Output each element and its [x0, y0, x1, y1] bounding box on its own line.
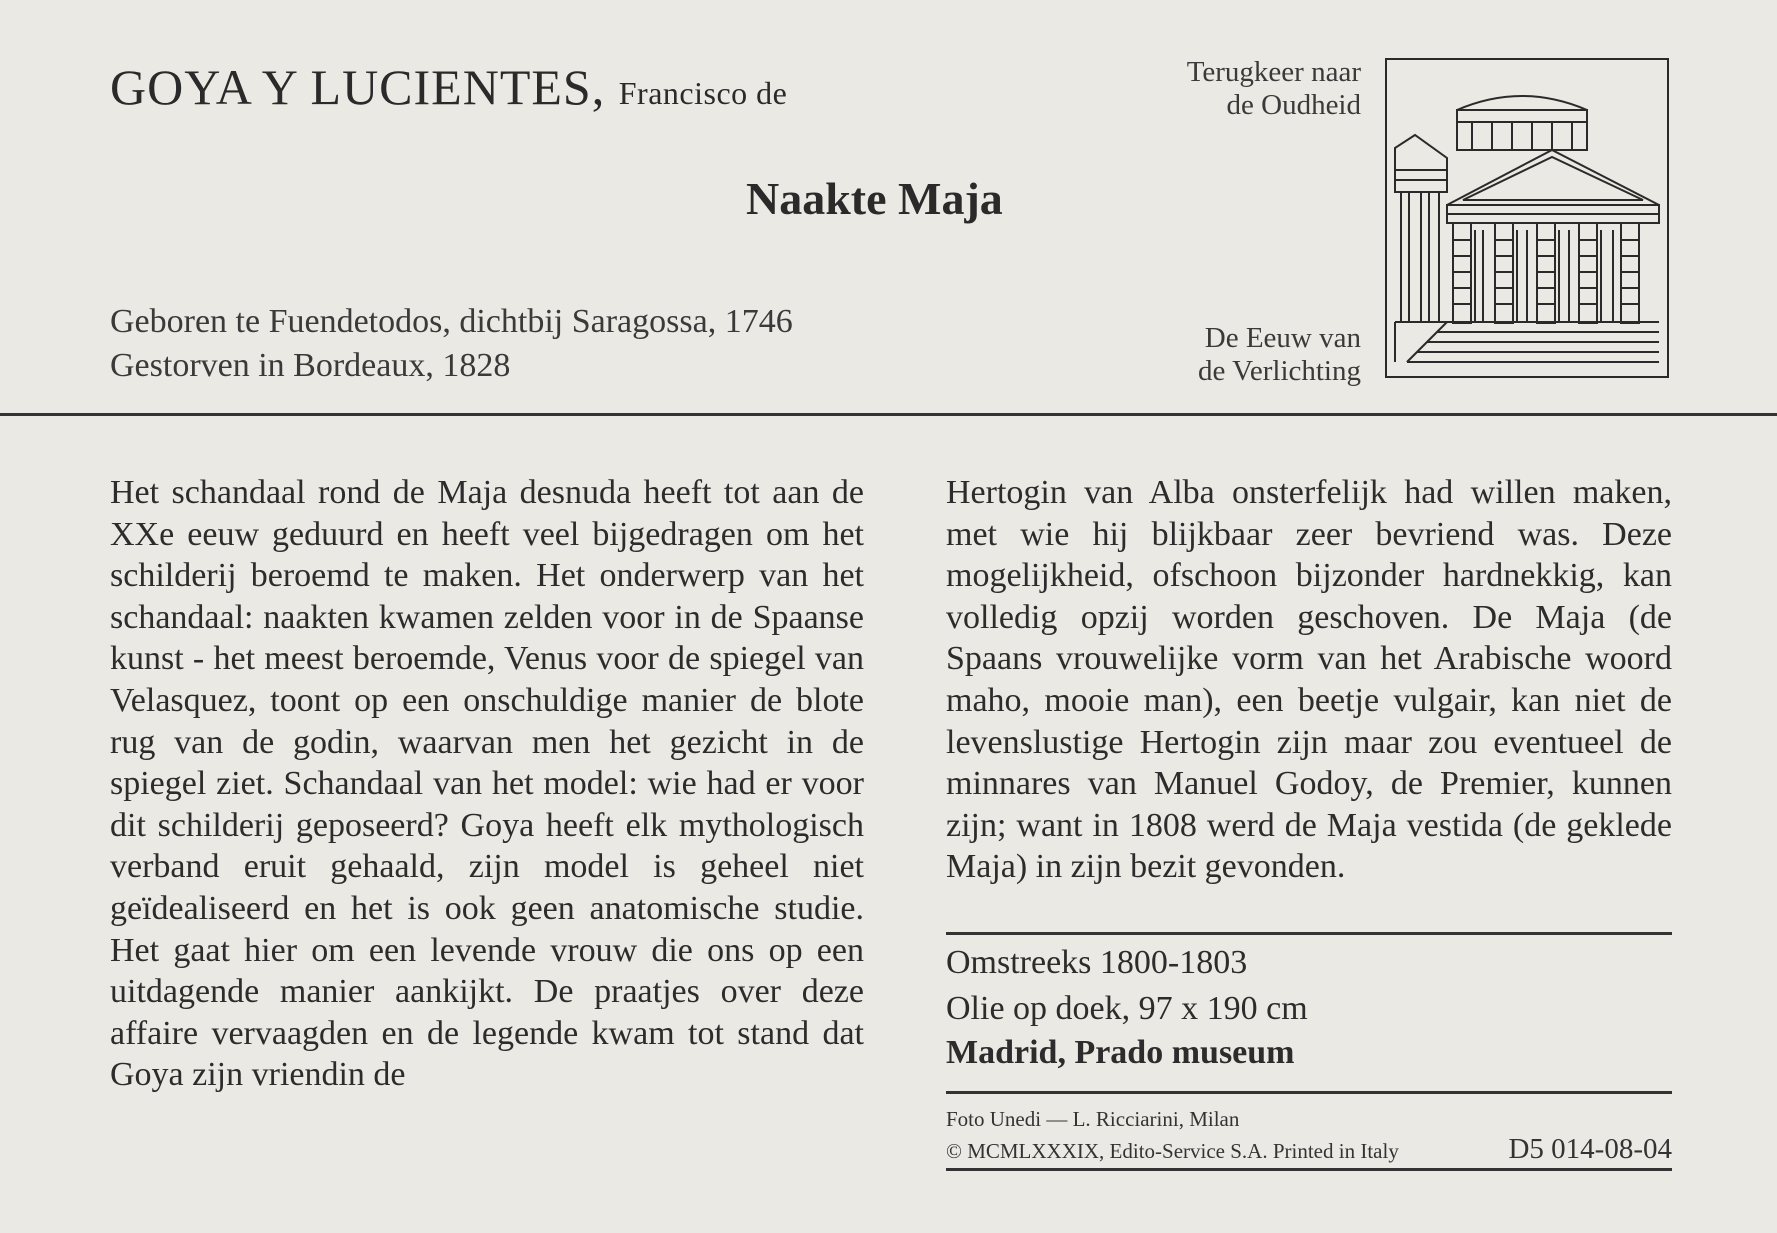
- era-label-bottom: [1198, 322, 1361, 388]
- artist-bio: [110, 300, 793, 388]
- neoclassical-temple-icon: [1387, 60, 1666, 375]
- body-text-right-column: Hertogin van Alba onsterfelijk had willen maken, met wie hij blijkbaar zeer bevriend was. Deze mogelijkheid, ofschoon bijzonder hardnekkig, kan volledig opzij worden geschoven. De Maja (de Spaans vrouwelijke vorm van het Arabische woord maho, mooie man), een beetje vulgair, kan niet de levenslustige Hertogin zijn maar zou eventueel de minnares van Manuel Godoy, de Premier, kunnen zijn; want in 1808 werd de Maja vestida (de geklede Maja) in zijn bezit gevonden.: [946, 474, 1672, 886]
- era-emblem: [1385, 58, 1669, 378]
- photo-credit: Foto Unedi — L. Ricciarini, Milan: [946, 1107, 1240, 1131]
- card-code: D5 014-08-04: [1508, 1133, 1672, 1165]
- artwork-title: Naakte Maja: [746, 173, 1003, 224]
- header-divider: [0, 413, 1777, 416]
- details-divider-middle: [946, 1091, 1672, 1094]
- era-bottom-line-2: de Verlichting: [1198, 355, 1361, 387]
- era-top-line-1: Terugkeer naar: [1186, 56, 1361, 88]
- copyright-line: [946, 1134, 1672, 1166]
- copyright-text: © MCMLXXXIX, Edito-Service S.A. Printed in Italy: [946, 1139, 1399, 1163]
- artist-surname: GOYA Y LUCIENTES,: [110, 59, 606, 115]
- artist-died: Gestorven in Bordeaux, 1828: [110, 347, 511, 384]
- artist-given-name: Francisco de: [618, 75, 788, 111]
- details-divider-bottom: [946, 1168, 1672, 1171]
- era-top-line-2: de Oudheid: [1226, 89, 1361, 121]
- artist-name: [110, 58, 787, 116]
- details-divider-top: [946, 932, 1672, 935]
- era-label-top: [1187, 56, 1361, 122]
- artwork-location: Madrid, Prado museum: [946, 1034, 1295, 1071]
- body-text-left-column: Het schandaal rond de Maja desnuda heeft tot aan de XXe eeuw geduurd en heeft veel bijgedragen om het schilderij beroemd te maken. Het onderwerp van het schandaal: naakten kwamen zelden voor in de Spaanse kunst - het meest beroemde, Venus voor de spiegel van Velasquez, toont op een onschuldige manier de blote rug van de godin, waarvan men het gezicht in de spiegel ziet. Schandaal van het model: wie had er voor dit schilderij geposeerd? Goya heeft elk mythologisch verband eruit gehaald, zijn model is geheel niet geïdealiseerd en het is ook geen anatomische studie. Het gaat hier om een levende vrouw die ons op een uitdagende manier aankijkt. De praatjes over deze affaire vervaagden en de legende kwam tot stand dat Goya zijn vriendin de: [110, 474, 864, 1094]
- artist-born: Geboren te Fuendetodos, dichtbij Saragossa, 1746: [110, 303, 793, 340]
- artwork-date: Omstreeks 1800-1803: [946, 944, 1248, 981]
- artwork-medium: Olie op doek, 97 x 190 cm: [946, 990, 1308, 1027]
- credits: [946, 1104, 1672, 1166]
- era-bottom-line-1: De Eeuw van: [1204, 322, 1361, 354]
